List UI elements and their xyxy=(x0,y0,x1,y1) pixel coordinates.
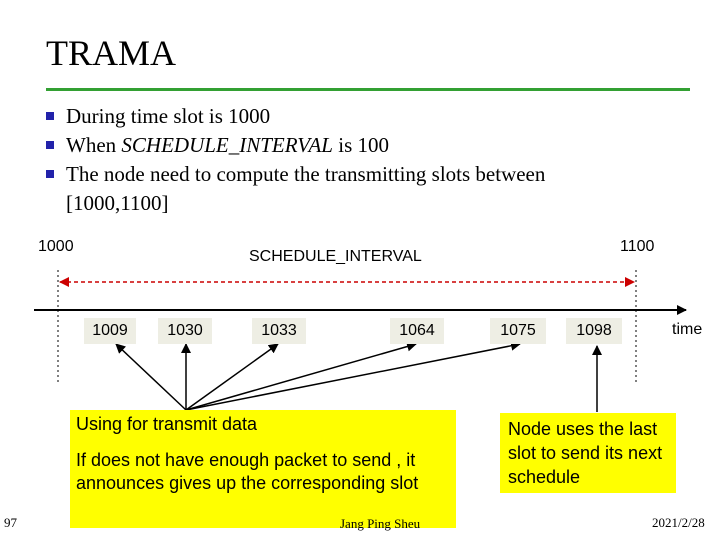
slide-title: TRAMA xyxy=(46,33,177,73)
bullet-prefix: When xyxy=(66,133,122,157)
bullet-italic-term: SCHEDULE_INTERVAL xyxy=(121,133,333,157)
pointer-arrow xyxy=(116,344,186,410)
pointer-arrow xyxy=(186,344,416,410)
schedule-interval-label: SCHEDULE_INTERVAL xyxy=(249,248,422,265)
interval-start-label: 1000 xyxy=(38,238,74,255)
slot-label: 1064 xyxy=(390,318,444,344)
bullet-continuation: [1000,1100] xyxy=(66,191,169,215)
page-number: 97 xyxy=(4,515,17,530)
bullet-text: During time slot is 1000 xyxy=(66,104,271,128)
time-axis-label: time xyxy=(672,321,703,338)
interval-end-label: 1100 xyxy=(620,238,655,255)
pointer-arrow xyxy=(186,344,520,410)
pointer-arrow xyxy=(186,344,278,410)
slot-label: 1075 xyxy=(490,318,546,344)
footer-author: Jang Ping Sheu xyxy=(340,516,421,531)
footer-date: 2021/2/28 xyxy=(652,515,705,530)
node-schedule-callout: Node uses the last slot to send its next schedule xyxy=(500,413,676,493)
bullet-text: The node need to compute the transmitting slots between xyxy=(66,162,546,186)
slot-label: 1009 xyxy=(84,318,136,344)
callout-heading: Using for transmit data xyxy=(76,414,258,434)
slot-label: 1098 xyxy=(566,318,622,344)
slot-label: 1033 xyxy=(252,318,306,344)
transmit-data-callout xyxy=(70,410,456,528)
bullet-suffix: is 100 xyxy=(332,133,389,157)
callout-body: If does not have enough packet to send , it announces gives up the corresponding slot xyxy=(76,450,419,493)
slot-label: 1030 xyxy=(158,318,212,344)
